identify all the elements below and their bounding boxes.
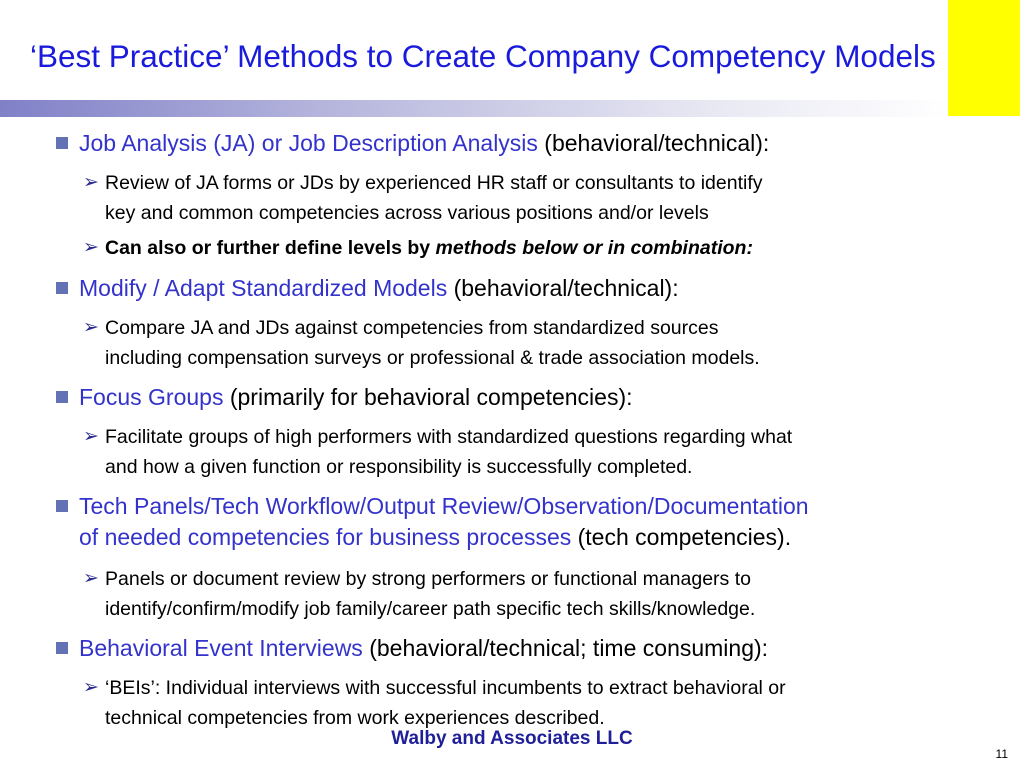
bullet-heading: Tech Panels/Tech Workflow/Output Review/Observation/Documentation (79, 493, 809, 519)
square-bullet-icon (56, 642, 68, 654)
slide-title: ‘Best Practice’ Methods to Create Company Competency Models (30, 38, 936, 74)
sub-bullet-line: Facilitate groups of high performers with standardized questions regarding what (105, 426, 793, 448)
sub-bullet-facilitate-groups (83, 422, 793, 482)
bullet-heading: Modify / Adapt Standardized Models (79, 275, 448, 301)
arrow-bullet-icon: ➢ (83, 426, 99, 447)
sub-bullet-line: Review of JA forms or JDs by experienced HR staff or consultants to identify (105, 172, 763, 194)
sub-bullet-line: identify/confirm/modify job family/career path specific tech skills/knowledge. (105, 598, 756, 620)
arrow-bullet-icon: ➢ (83, 677, 99, 698)
bullet-qualifier: (behavioral/technical): (447, 275, 679, 301)
arrow-bullet-icon: ➢ (83, 172, 99, 193)
sub-bullet-line: ‘BEIs’: Individual interviews with successful incumbents to extract behavioral or (105, 677, 786, 699)
bullet-job-analysis (79, 128, 769, 159)
sub-bullet-line: including compensation surveys or professional & trade association models. (105, 347, 760, 369)
bullet-standardized-models (79, 273, 679, 304)
bullet-heading-continued: of needed competencies for business processes (79, 524, 572, 550)
page-number: 11 (995, 747, 1008, 761)
sub-bullet-review-ja (83, 168, 763, 228)
square-bullet-icon (56, 500, 68, 512)
sub-bullet-line: technical competencies from work experiences described. (105, 707, 605, 729)
bullet-qualifier: (tech competencies). (571, 524, 792, 550)
sub-bullet-panels-review (83, 564, 756, 624)
sub-bullet-line: Compare JA and JDs against competencies from standardized sources (105, 317, 719, 339)
footer-company-name: Walby and Associates LLC (391, 728, 633, 749)
sub-bullet-define-levels (83, 233, 753, 263)
square-bullet-icon (56, 282, 68, 294)
bullet-heading: Focus Groups (79, 384, 224, 410)
arrow-bullet-icon: ➢ (83, 568, 99, 589)
arrow-bullet-icon: ➢ (83, 237, 99, 258)
bullet-behavioral-interviews (79, 633, 768, 664)
sub-bullet-bold-italic-text: methods below or in combination: (435, 237, 753, 259)
square-bullet-icon (56, 391, 68, 403)
sub-bullet-line: and how a given function or responsibility is successfully completed. (105, 456, 693, 478)
sub-bullet-beis (83, 673, 786, 733)
arrow-bullet-icon: ➢ (83, 317, 99, 338)
bullet-heading: Job Analysis (JA) or Job Description Analysis (79, 130, 538, 156)
sub-bullet-compare-ja (83, 313, 760, 373)
sub-bullet-line: Panels or document review by strong performers or functional managers to (105, 568, 751, 590)
sub-bullet-bold-text: Can also or further define levels by (105, 237, 436, 259)
sub-bullet-line: key and common competencies across various positions and/or levels (105, 202, 709, 224)
bullet-heading: Behavioral Event Interviews (79, 635, 363, 661)
bullet-focus-groups (79, 382, 633, 413)
square-bullet-icon (56, 137, 68, 149)
bullet-qualifier: (behavioral/technical; time consuming): (362, 635, 769, 661)
bullet-tech-panels (79, 491, 809, 553)
bullet-qualifier: (primarily for behavioral competencies): (223, 384, 633, 410)
bullet-qualifier: (behavioral/technical): (537, 130, 770, 156)
